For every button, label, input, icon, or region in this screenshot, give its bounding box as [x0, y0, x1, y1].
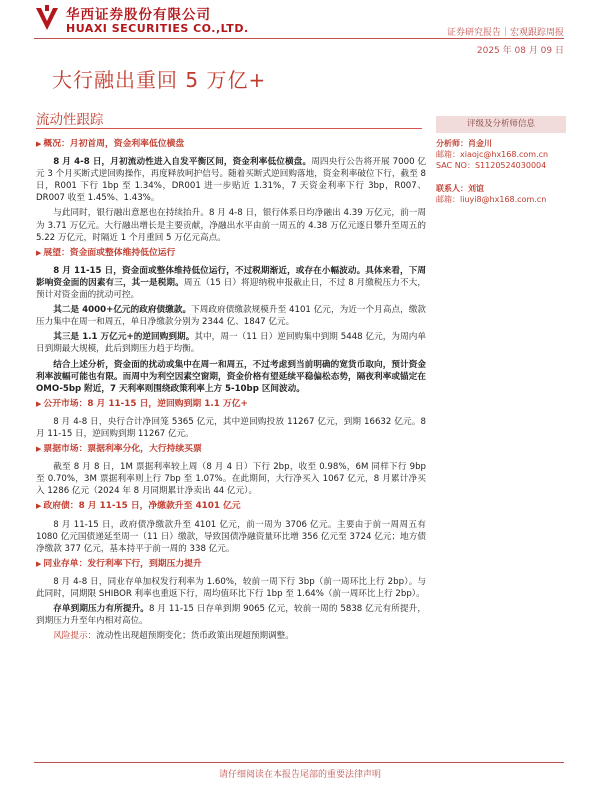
section-heading: ▶ 同业存单：发行利率下行，到期压力提升: [36, 558, 426, 570]
paragraph-text: 周五（15 日）将迎纳税申报截止日，不过 8 月缴税压力不大，预计对资金面的扰动可控。: [36, 277, 426, 301]
report-type: 证券研究报告｜宏观跟踪周报: [446, 28, 564, 38]
header-divider: [34, 38, 564, 39]
analyst-email[interactable]: 邮箱：xiaojc@hx168.com.cn: [436, 150, 549, 159]
body-paragraph: [36, 331, 426, 355]
contact-name: 联系人：刘谊: [436, 184, 484, 193]
paragraph-text: 截至 8 月 8 日，1M 票据利率较上周（8 月 4 日）下行 2bp，收至 0.98%，6M 同样下行 9bp 至 0.70%，3M 票据利率则上行 7bp 至 1.07%。在此期间，大行净买入 1067 亿元，8 月累计净买入 1286 亿元（2024 年 8 月同期累计净卖出 44 亿元）。: [36, 462, 426, 497]
paragraph-lead: 8 月 11-15 日，资金面或整体维持低位运行，不过税期渐近，或存在小幅波动。具体来看，下周影响资金面的因素有三，其一是税期。: [36, 265, 426, 288]
body-paragraph: [36, 519, 426, 555]
paragraph-text: 其中，周一（11 日）逆回购集中到期 5448 亿元，为周内单日到期最大规模，此后到期压力趋于均衡。: [36, 332, 426, 355]
body-paragraph: [36, 461, 426, 497]
risk-warning: [36, 630, 426, 642]
company-name-en: HUAXI SECURITIES CO.,LTD.: [66, 22, 249, 35]
body-paragraph: [36, 265, 426, 301]
risk-text: 流动性出现超预期变化；货币政策出现超预期调整。: [96, 631, 294, 642]
huaxi-logo-icon: [34, 4, 60, 34]
company-name-cn: 华西证券股份有限公司: [66, 7, 211, 23]
report-date: 2025 年 08 月 09 日: [476, 46, 564, 56]
body-paragraph: [36, 304, 426, 328]
contact-email[interactable]: 邮箱：liuyi8@hx168.com.cn: [436, 195, 547, 204]
body-paragraph: [36, 576, 426, 600]
paragraph-text: 8 月 11-15 日存单到期 9065 亿元，较前一周的 5838 亿元有所提升，到期压力升至年内相对高位。: [36, 604, 426, 627]
analyst-sac-no: SAC NO：S1120524030004: [436, 161, 547, 170]
legal-notice: 请仔细阅读在本报告尾部的重要法律声明: [218, 770, 381, 780]
body-paragraph: [36, 359, 426, 395]
analyst-info-box: [436, 116, 566, 202]
body-paragraph: [36, 156, 426, 204]
paragraph-lead: 其三是 1.1 万亿元+的逆回购到期。: [53, 332, 195, 343]
section-tag: 流动性跟踪: [36, 112, 104, 128]
paragraph-text: 8 月 4-8 日，同业存单加权发行利率为 1.60%，较前一周下行 3bp（前一周环比上行 2bp）。与此同时，同期限 SHIBOR 利率也重返下行，周均值环比下行 1bp 至 1.64%（前一周环比上行 2bp）。: [36, 576, 426, 599]
analyst-name: 分析师：肖金川: [436, 139, 492, 148]
paragraph-lead: 8 月 4-8 日，月初流动性进入自发平衡区间，资金利率低位横盘。: [53, 157, 312, 168]
paragraph-text: 8 月 4-8 日，央行合计净回笼 5365 亿元，其中逆回购投放 11267 亿元，到期 16632 亿元。8 月 11-15 日，逆回购到期 11267 亿元。: [36, 416, 426, 439]
paragraph-lead: 其二是 4000+亿元的政府债缴款。: [53, 305, 192, 316]
paragraph-text: 下周政府债缴款规模升至 4101 亿元，为近一个月高点，缴款压力集中在周一和周五，单日净缴款分别为 2344 亿、1847 亿元。: [36, 305, 426, 328]
section-heading: ▶ 政府债：8 月 11-15 日，净缴款升至 4101 亿元: [36, 500, 426, 512]
section-tag-divider: [36, 128, 422, 129]
body-paragraph: [36, 603, 426, 627]
footer-divider: [34, 762, 564, 763]
paragraph-text: 8 月 11-15 日，政府债净缴款升至 4101 亿元，前一周为 3706 亿元。主要由于前一周周五有 1080 亿元国债递延至周一（11 日）缴款，导致国债净融资量环比增 356 亿元至 3724 亿元；地方债净缴款 377 亿元，基本持平于前一周的 338 亿元。: [36, 519, 426, 554]
report-body: [36, 136, 426, 645]
section-heading: ▶ 概况：月初首周，资金利率低位横盘: [36, 138, 426, 150]
section-heading: ▶ 展望：资金面或整体维持低位运行: [36, 247, 426, 259]
paragraph-text: 与此同时，银行融出意愿也在持续抬升。8 月 4-8 日，银行体系日均净融出 4.39 万亿元，前一周为 3.71 万亿元。大行融出增长是主要贡献，净融出水平由前一周五的 4.38 万亿元逐日攀升至周五的 5.22 万亿元，时隔近 1 个月重回 5 万亿元高点。: [36, 208, 426, 243]
paragraph-text: 周四央行公告将开展 7000 亿元 3 个月买断式逆回购操作，再度释放呵护信号。随着买断式逆回购落地，资金利率破位下行，截至 8 日，R001 下行 1bp 至 1.34%，DR001 进一步贴近 1.31%，7 天资金利率下行 3bp，R007、DR007 收至 1.45%、1.43%。: [36, 157, 427, 204]
page-title: 大行融出重回 5 万亿+: [52, 68, 267, 92]
section-heading: ▶ 公开市场：8 月 11-15 日，逆回购到期 1.1 万亿+: [36, 398, 426, 410]
body-paragraph: [36, 416, 426, 440]
paragraph-lead: 存单到期压力有所提升。: [53, 604, 150, 615]
page-header: [0, 0, 600, 56]
risk-label: 风险提示：: [53, 631, 97, 642]
body-paragraph: [36, 207, 426, 243]
analyst-box-heading: 评级及分析师信息: [436, 116, 566, 133]
section-heading: ▶ 票据市场：票据利率分化，大行持续买票: [36, 443, 426, 455]
spacer: [436, 171, 566, 183]
paragraph-lead: 结合上述分析，资金面的扰动或集中在周一和周五，不过考虑到当前明确的宽货币取向，预计资金利率波幅可能也有限。而周中为利空因素空窗期，资金价格有望延续平稳偏松态势，隔夜利率或锚定在 OMO-5bp 附近，7 天利率则围绕政策利率上方 5-10bp 区间波动。: [36, 359, 426, 394]
